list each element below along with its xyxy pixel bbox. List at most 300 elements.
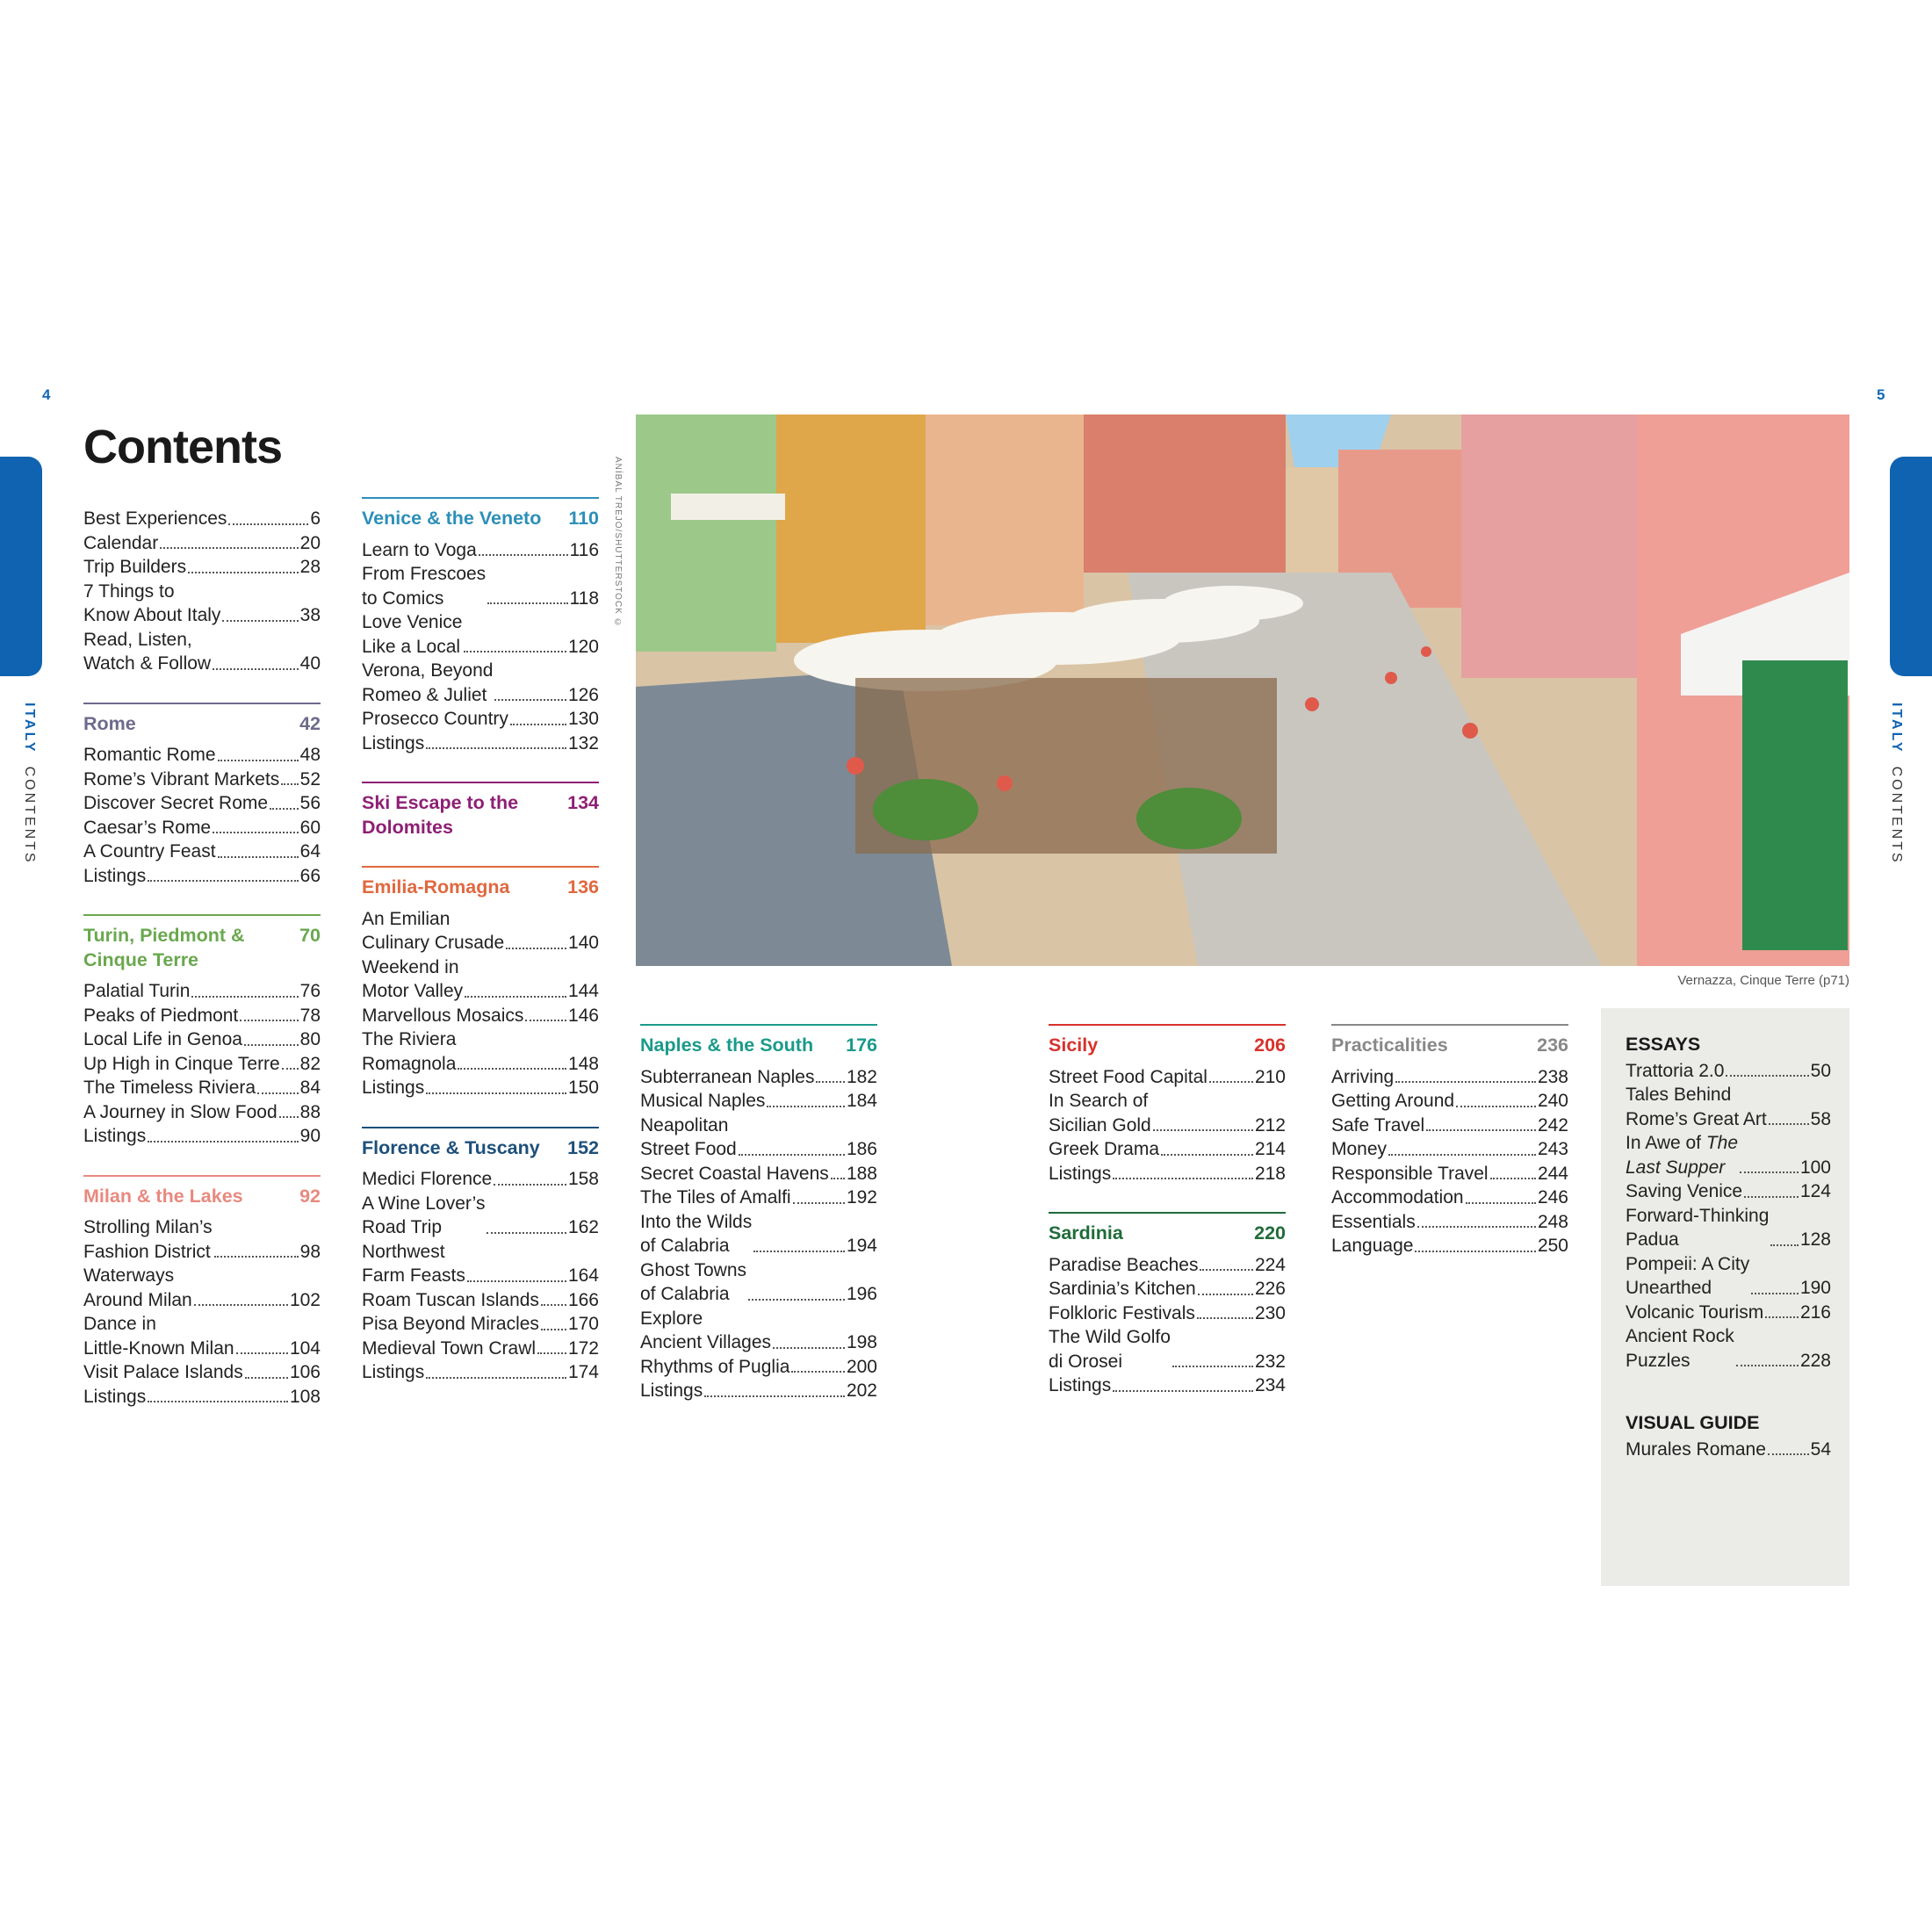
toc-entry-label: Marvellous Mosaics: [362, 1005, 524, 1026]
section-page: 42: [299, 712, 321, 734]
toc-entry-label: Visit Palace Islands: [83, 1362, 243, 1382]
toc-entry[interactable]: [362, 1240, 599, 1288]
toc-entry-page: 240: [1537, 1091, 1568, 1111]
essays-list: [1626, 1059, 1831, 1373]
toc-entry-page: 84: [299, 1078, 321, 1098]
toc-entry[interactable]: [83, 743, 321, 768]
section-heading[interactable]: [640, 1034, 877, 1058]
toc-entry-label: Responsible Travel: [1331, 1163, 1489, 1184]
toc-entry[interactable]: [640, 1379, 877, 1403]
toc-entry-label: Palatial Turin: [83, 981, 191, 1001]
toc-entry[interactable]: [83, 1215, 321, 1264]
side-label-left: ITALYCONTENTS: [22, 703, 37, 865]
toc-entry-page: 228: [1799, 1350, 1831, 1371]
toc-section-milan: [83, 1175, 321, 1409]
leader-dots: [214, 1256, 299, 1258]
section-heading[interactable]: [83, 924, 321, 972]
toc-entry-label: Medieval Town Crawl: [362, 1337, 537, 1359]
leader-dots: [1726, 1075, 1808, 1077]
toc-entry-page: 88: [299, 1101, 321, 1122]
leader-dots: [1200, 1269, 1253, 1271]
chapter-tab-right: [1890, 457, 1932, 676]
toc-entry-label: Listings: [83, 865, 147, 886]
toc-entry-page: 158: [567, 1169, 599, 1189]
toc-section-naples: [640, 1024, 877, 1403]
toc-entry-page: 196: [846, 1284, 877, 1304]
toc-entry[interactable]: [1626, 1083, 1831, 1131]
toc-entry-page: 48: [299, 745, 321, 765]
toc-entry-label: Read, Listen, Watch & Follow: [83, 629, 212, 674]
toc-entry-page: 192: [846, 1187, 877, 1208]
leader-dots: [1736, 1365, 1799, 1366]
toc-entry[interactable]: [83, 1360, 321, 1385]
section-title: Rome: [83, 712, 136, 734]
toc-entry[interactable]: [1331, 1234, 1568, 1258]
toc-entry[interactable]: [83, 555, 321, 580]
toc-entry-page: 188: [846, 1163, 877, 1184]
leader-dots: [194, 1304, 288, 1306]
toc-entry[interactable]: [362, 659, 599, 707]
leader-dots: [279, 1116, 299, 1118]
toc-entry[interactable]: [83, 1124, 321, 1149]
leader-dots: [1768, 1453, 1809, 1455]
toc-entry-label: 7 Things to Know About Italy: [83, 580, 221, 625]
toc-entry-page: 106: [289, 1362, 321, 1382]
toc-entry[interactable]: [83, 768, 321, 792]
toc-entry-label: Listings: [1049, 1375, 1112, 1395]
toc-entry-label: Ancient Rock Puzzles: [1626, 1326, 1734, 1371]
leader-dots: [148, 1141, 298, 1143]
toc-entry-page: 216: [1799, 1301, 1831, 1323]
toc-entry-label: Up High in Cinque Terre: [83, 1053, 280, 1074]
toc-entry-page: 162: [567, 1217, 599, 1237]
toc-entry[interactable]: [362, 907, 599, 955]
toc-entry[interactable]: [83, 1312, 321, 1360]
toc-entry-page: 166: [567, 1289, 599, 1310]
toc-column-2: [362, 497, 599, 1411]
toc-section-emilia: [362, 866, 599, 1100]
toc-entry[interactable]: [83, 1264, 321, 1312]
toc-entry-page: 80: [299, 1029, 321, 1049]
street-scene-illustration: [636, 415, 1849, 966]
leader-dots: [1770, 1244, 1799, 1246]
toc-entry[interactable]: [1049, 1253, 1286, 1278]
toc-entry-label: Northwest Farm Feasts: [362, 1241, 465, 1286]
toc-section-rome: [83, 703, 321, 889]
side-label-right: ITALYCONTENTS: [1889, 703, 1904, 865]
toc-entry-label: Strolling Milan’s Fashion District: [83, 1217, 213, 1262]
toc-entry-page: 182: [846, 1066, 877, 1087]
toc-entry[interactable]: [1331, 1065, 1568, 1090]
cover-photo-vernazza: [636, 415, 1849, 966]
toc-entry-label: Listings: [362, 1078, 425, 1098]
section-title: Practicalities: [1331, 1034, 1448, 1056]
leader-dots: [487, 1232, 566, 1234]
toc-entry[interactable]: [1331, 1162, 1568, 1186]
toc-entry-page: 190: [1799, 1278, 1831, 1298]
section-title: Florence & Tuscany: [362, 1136, 540, 1158]
toc-entry[interactable]: [83, 864, 321, 889]
leader-dots: [458, 1068, 566, 1070]
leader-dots: [494, 1184, 566, 1186]
toc-section-florence: [362, 1127, 599, 1385]
toc-entry-label: Getting Around: [1331, 1091, 1455, 1111]
toc-column-4: [1049, 1024, 1286, 1424]
toc-entry-page: 66: [299, 865, 321, 886]
toc-section-intro: [83, 507, 321, 676]
photo-credit: ANÍBAL TREJO/SHUTTERSTOCK ©: [613, 457, 623, 629]
leader-dots: [1765, 1316, 1799, 1318]
leader-dots: [510, 724, 566, 725]
photo-caption: Vernazza, Cinque Terre (p71): [1677, 973, 1849, 988]
toc-entry-page: 90: [299, 1126, 321, 1146]
toc-entry-page: 170: [567, 1314, 599, 1334]
toc-entry[interactable]: [83, 531, 321, 556]
leader-dots: [213, 668, 299, 670]
section-title: Venice & the Veneto: [362, 508, 542, 529]
toc-entry[interactable]: [640, 1089, 877, 1114]
leader-dots: [1113, 1390, 1253, 1392]
toc-entry-label: Prosecco Country: [362, 709, 508, 729]
toc-entry-label: In Awe of The Last Supper: [1626, 1133, 1739, 1178]
toc-entry-label: Tales Behind Rome’s Great Art: [1626, 1085, 1767, 1129]
toc-section-sicily: [1049, 1024, 1286, 1186]
toc-entry[interactable]: [362, 707, 599, 732]
toc-column-3: [640, 1024, 877, 1430]
toc-entry-label: Secret Coastal Havens: [640, 1163, 829, 1184]
toc-entry-label: Waterways Around Milan: [83, 1265, 192, 1310]
leader-dots: [1751, 1293, 1799, 1294]
leader-dots: [506, 948, 566, 949]
toc-entry-page: 108: [289, 1386, 321, 1407]
toc-entry-page: 164: [567, 1265, 599, 1286]
toc-entry-label: In Search of Sicilian Gold: [1049, 1091, 1151, 1135]
toc-entry[interactable]: [1049, 1162, 1286, 1186]
toc-entry[interactable]: [83, 1076, 321, 1100]
leader-dots: [753, 1251, 845, 1252]
toc-entry[interactable]: [1626, 1179, 1831, 1204]
section-title: Emilia-Romagna: [362, 876, 510, 898]
leader-dots: [148, 1401, 288, 1402]
leader-dots: [525, 1020, 566, 1021]
leader-dots: [426, 747, 566, 749]
toc-entry[interactable]: [362, 1167, 599, 1192]
leader-dots: [1388, 1154, 1536, 1156]
leader-dots: [773, 1347, 845, 1349]
toc-entry-label: From Frescoes to Comics: [362, 564, 487, 609]
section-heading[interactable]: [83, 712, 321, 737]
toc-entry-page: 64: [299, 841, 321, 861]
toc-column-1: [83, 507, 321, 1435]
section-page: 134: [567, 792, 599, 813]
leader-dots: [1415, 1251, 1536, 1252]
toc-entry-label: Subterranean Naples: [640, 1066, 815, 1087]
leader-dots: [236, 1352, 288, 1354]
leader-dots: [281, 783, 298, 785]
section-heading[interactable]: [362, 507, 599, 531]
section-title: Milan & the Lakes: [83, 1185, 243, 1207]
toc-entry-page: 140: [567, 933, 599, 953]
toc-entry[interactable]: [83, 1052, 321, 1077]
leader-dots: [1740, 1171, 1799, 1173]
leader-dots: [218, 856, 299, 858]
essays-heading: ESSAYS: [1626, 1034, 1701, 1055]
toc-entry[interactable]: [83, 1027, 321, 1052]
toc-entry[interactable]: [640, 1258, 877, 1307]
section-heading[interactable]: [1049, 1034, 1286, 1058]
toc-entry[interactable]: [83, 507, 321, 531]
leader-dots: [1113, 1178, 1253, 1179]
toc-entry-page: 242: [1537, 1114, 1568, 1135]
leader-dots: [160, 547, 298, 549]
leader-dots: [245, 1377, 288, 1379]
toc-entry[interactable]: [640, 1114, 877, 1162]
toc-entry[interactable]: [1331, 1137, 1568, 1162]
leader-dots: [228, 523, 308, 525]
leader-dots: [1456, 1106, 1536, 1107]
section-title: Sardinia: [1049, 1222, 1123, 1244]
toc-entry[interactable]: [83, 979, 321, 1004]
section-heading[interactable]: [362, 1136, 599, 1161]
leader-dots: [1209, 1081, 1253, 1083]
leader-dots: [426, 1377, 566, 1379]
leader-dots: [739, 1154, 845, 1156]
section-heading[interactable]: [362, 791, 599, 840]
toc-entry[interactable]: [83, 840, 321, 864]
toc-entry[interactable]: [362, 1192, 599, 1240]
toc-entry-label: The Wild Golfo di Orosei: [1049, 1327, 1171, 1372]
toc-entry-page: 58: [1810, 1108, 1831, 1129]
toc-entry-page: 28: [299, 557, 321, 577]
toc-entry[interactable]: [1331, 1186, 1568, 1210]
leader-dots: [1395, 1081, 1536, 1083]
leader-dots: [467, 1280, 566, 1282]
toc-entry-page: 56: [299, 793, 321, 813]
toc-entry[interactable]: [1049, 1373, 1286, 1398]
toc-entry[interactable]: [640, 1186, 877, 1210]
toc-entry[interactable]: [362, 610, 599, 659]
toc-entry[interactable]: [1331, 1089, 1568, 1114]
toc-entry-page: 78: [299, 1005, 321, 1026]
toc-entry-label: Pompeii: A City Unearthed: [1626, 1253, 1750, 1298]
toc-entry-label: Medici Florence: [362, 1169, 493, 1189]
toc-column-5: [1331, 1024, 1568, 1285]
toc-entry-page: 224: [1254, 1254, 1286, 1275]
toc-entry-page: 198: [846, 1332, 877, 1352]
toc-entry-page: 200: [846, 1356, 877, 1377]
toc-entry[interactable]: [1626, 1204, 1831, 1252]
toc-entry-label: Learn to Voga: [362, 539, 477, 560]
toc-entry-label: Local Life in Genoa: [83, 1029, 242, 1049]
toc-entry[interactable]: [1331, 1114, 1568, 1138]
toc-entry[interactable]: [362, 1288, 599, 1313]
section-page: 220: [1254, 1222, 1286, 1244]
toc-entry-label: Verona, Beyond Romeo & Juliet: [362, 660, 494, 705]
toc-entry[interactable]: [83, 628, 321, 676]
toc-entry[interactable]: [1626, 1438, 1831, 1462]
toc-entry[interactable]: [362, 1312, 599, 1337]
leader-dots: [191, 996, 298, 998]
toc-entry-page: 243: [1537, 1139, 1568, 1159]
toc-entry-page: 50: [1810, 1060, 1831, 1081]
toc-entry[interactable]: [83, 580, 321, 628]
leader-dots: [791, 1371, 845, 1373]
toc-entry[interactable]: [362, 1076, 599, 1100]
toc-entry-page: 202: [846, 1381, 877, 1401]
leader-dots: [282, 1068, 299, 1070]
toc-entry-label: Murales Romane: [1626, 1438, 1766, 1460]
toc-entry-page: 54: [1810, 1438, 1831, 1460]
toc-entry-page: 226: [1254, 1279, 1286, 1299]
toc-entry-label: Safe Travel: [1331, 1114, 1425, 1135]
toc-entry-label: Trip Builders: [83, 557, 187, 577]
leader-dots: [748, 1299, 845, 1301]
toc-entry[interactable]: [362, 1360, 599, 1385]
section-title: Turin, Piedmont & Cinque Terre: [83, 925, 245, 970]
leader-dots: [487, 602, 567, 604]
toc-entry[interactable]: [1049, 1325, 1286, 1373]
toc-entry[interactable]: [83, 1100, 321, 1125]
section-heading[interactable]: [1049, 1222, 1286, 1246]
toc-entry[interactable]: [362, 538, 599, 563]
toc-entry-label: Roam Tuscan Islands: [362, 1289, 539, 1310]
toc-entry-label: Greek Drama: [1049, 1139, 1160, 1159]
toc-entry[interactable]: [362, 1337, 599, 1361]
leader-dots: [257, 1092, 299, 1094]
section-title: Sicily: [1049, 1034, 1099, 1056]
toc-section-ski: [362, 782, 599, 840]
leader-dots: [465, 996, 566, 998]
toc-entry[interactable]: [1049, 1089, 1286, 1137]
toc-entry[interactable]: [83, 791, 321, 816]
toc-entry[interactable]: [640, 1065, 877, 1090]
section-title: Ski Escape to the Dolomites: [362, 792, 519, 838]
toc-entry-page: 148: [567, 1053, 599, 1074]
toc-entry[interactable]: [1626, 1324, 1831, 1373]
section-heading[interactable]: [83, 1185, 321, 1209]
toc-entry-page: 40: [299, 653, 321, 674]
toc-entry[interactable]: [1626, 1131, 1831, 1179]
toc-entry-page: 194: [846, 1236, 877, 1256]
toc-entry[interactable]: [362, 955, 599, 1004]
toc-entry[interactable]: [1049, 1065, 1286, 1090]
section-heading[interactable]: [362, 876, 599, 900]
toc-entry-label: Rhythms of Puglia: [640, 1356, 790, 1377]
toc-entry-page: 144: [567, 981, 599, 1001]
toc-entry[interactable]: [362, 562, 599, 610]
leader-dots: [1172, 1366, 1253, 1367]
toc-entry-page: 184: [846, 1091, 877, 1111]
toc-entry[interactable]: [640, 1162, 877, 1186]
toc-entry-label: Folkloric Festivals: [1049, 1302, 1195, 1323]
toc-entry[interactable]: [362, 1027, 599, 1076]
leader-dots: [1490, 1178, 1536, 1179]
toc-entry-page: 230: [1254, 1302, 1286, 1323]
toc-entry[interactable]: [83, 1004, 321, 1028]
toc-entry[interactable]: [640, 1355, 877, 1380]
toc-entry-page: 246: [1537, 1187, 1568, 1208]
leader-dots: [240, 1020, 298, 1021]
toc-entry[interactable]: [640, 1307, 877, 1355]
toc-entry-label: Saving Venice: [1626, 1181, 1743, 1201]
leader-dots: [541, 1304, 566, 1306]
leader-dots: [188, 572, 299, 573]
toc-entry[interactable]: [1626, 1059, 1831, 1084]
toc-entry-label: Love Venice Like a Local: [362, 612, 463, 657]
toc-entry-page: 210: [1254, 1066, 1286, 1087]
section-heading[interactable]: [1331, 1034, 1568, 1058]
toc-entry-label: The Timeless Riviera: [83, 1078, 256, 1098]
toc-entry-label: Essentials: [1331, 1211, 1416, 1232]
toc-entry[interactable]: [640, 1210, 877, 1258]
toc-entry-page: 6: [310, 508, 321, 529]
toc-entry-label: A Country Feast: [83, 841, 216, 861]
toc-entry-page: 118: [569, 588, 599, 609]
section-page: 206: [1254, 1034, 1286, 1056]
section-page: 70: [299, 925, 321, 946]
toc-entry[interactable]: [1626, 1301, 1831, 1325]
essays-panel: [1601, 1008, 1849, 1586]
toc-entry-label: Listings: [640, 1381, 703, 1401]
toc-entry-page: 98: [299, 1241, 321, 1262]
toc-entry-label: Musical Naples: [640, 1091, 766, 1111]
toc-entry-page: 172: [567, 1337, 599, 1359]
toc-entry[interactable]: [83, 816, 321, 840]
leader-dots: [1417, 1226, 1536, 1228]
toc-entry[interactable]: [1331, 1210, 1568, 1235]
toc-entry[interactable]: [362, 732, 599, 756]
toc-entry-page: 38: [299, 605, 321, 625]
toc-entry[interactable]: [1049, 1137, 1286, 1162]
toc-section-practicalities: [1331, 1024, 1568, 1258]
toc-entry-page: 250: [1537, 1236, 1568, 1256]
section-page: 176: [846, 1034, 877, 1056]
toc-entry[interactable]: [362, 1004, 599, 1028]
toc-entry-label: An Emilian Culinary Crusade: [362, 908, 505, 953]
toc-entry-page: 104: [289, 1337, 321, 1359]
toc-section-turin: [83, 914, 321, 1149]
toc-entry-label: Into the Wilds of Calabria: [640, 1211, 753, 1256]
toc-entry-page: 102: [289, 1289, 321, 1310]
leader-dots: [1198, 1294, 1253, 1295]
toc-entry[interactable]: [83, 1385, 321, 1409]
leader-dots: [816, 1081, 844, 1083]
toc-entry-page: 174: [567, 1362, 599, 1382]
toc-entry-label: Volcanic Tourism: [1626, 1301, 1764, 1323]
leader-dots: [1744, 1196, 1799, 1198]
toc-entry[interactable]: [1049, 1277, 1286, 1301]
section-page: 92: [299, 1185, 321, 1207]
toc-entry-page: 244: [1537, 1163, 1568, 1184]
toc-entry-page: 76: [299, 981, 321, 1001]
leader-dots: [213, 832, 299, 833]
toc-entry-label: Peaks of Piedmont: [83, 1005, 239, 1026]
toc-entry-label: Street Food Capital: [1049, 1066, 1208, 1087]
leader-dots: [1769, 1123, 1809, 1125]
toc-entry-label: The Riviera Romagnola: [362, 1029, 457, 1074]
leader-dots: [148, 880, 298, 882]
toc-entry-page: 234: [1254, 1375, 1286, 1395]
toc-entry-label: Discover Secret Rome: [83, 793, 269, 813]
toc-entry[interactable]: [1049, 1301, 1286, 1326]
leader-dots: [541, 1329, 566, 1330]
toc-entry-label: Paradise Beaches: [1049, 1254, 1199, 1275]
toc-entry[interactable]: [1626, 1252, 1831, 1301]
leader-dots: [494, 699, 566, 701]
leader-dots: [537, 1352, 566, 1354]
toc-entry-label: Ghost Towns of Calabria: [640, 1259, 747, 1304]
leader-dots: [244, 1044, 299, 1046]
